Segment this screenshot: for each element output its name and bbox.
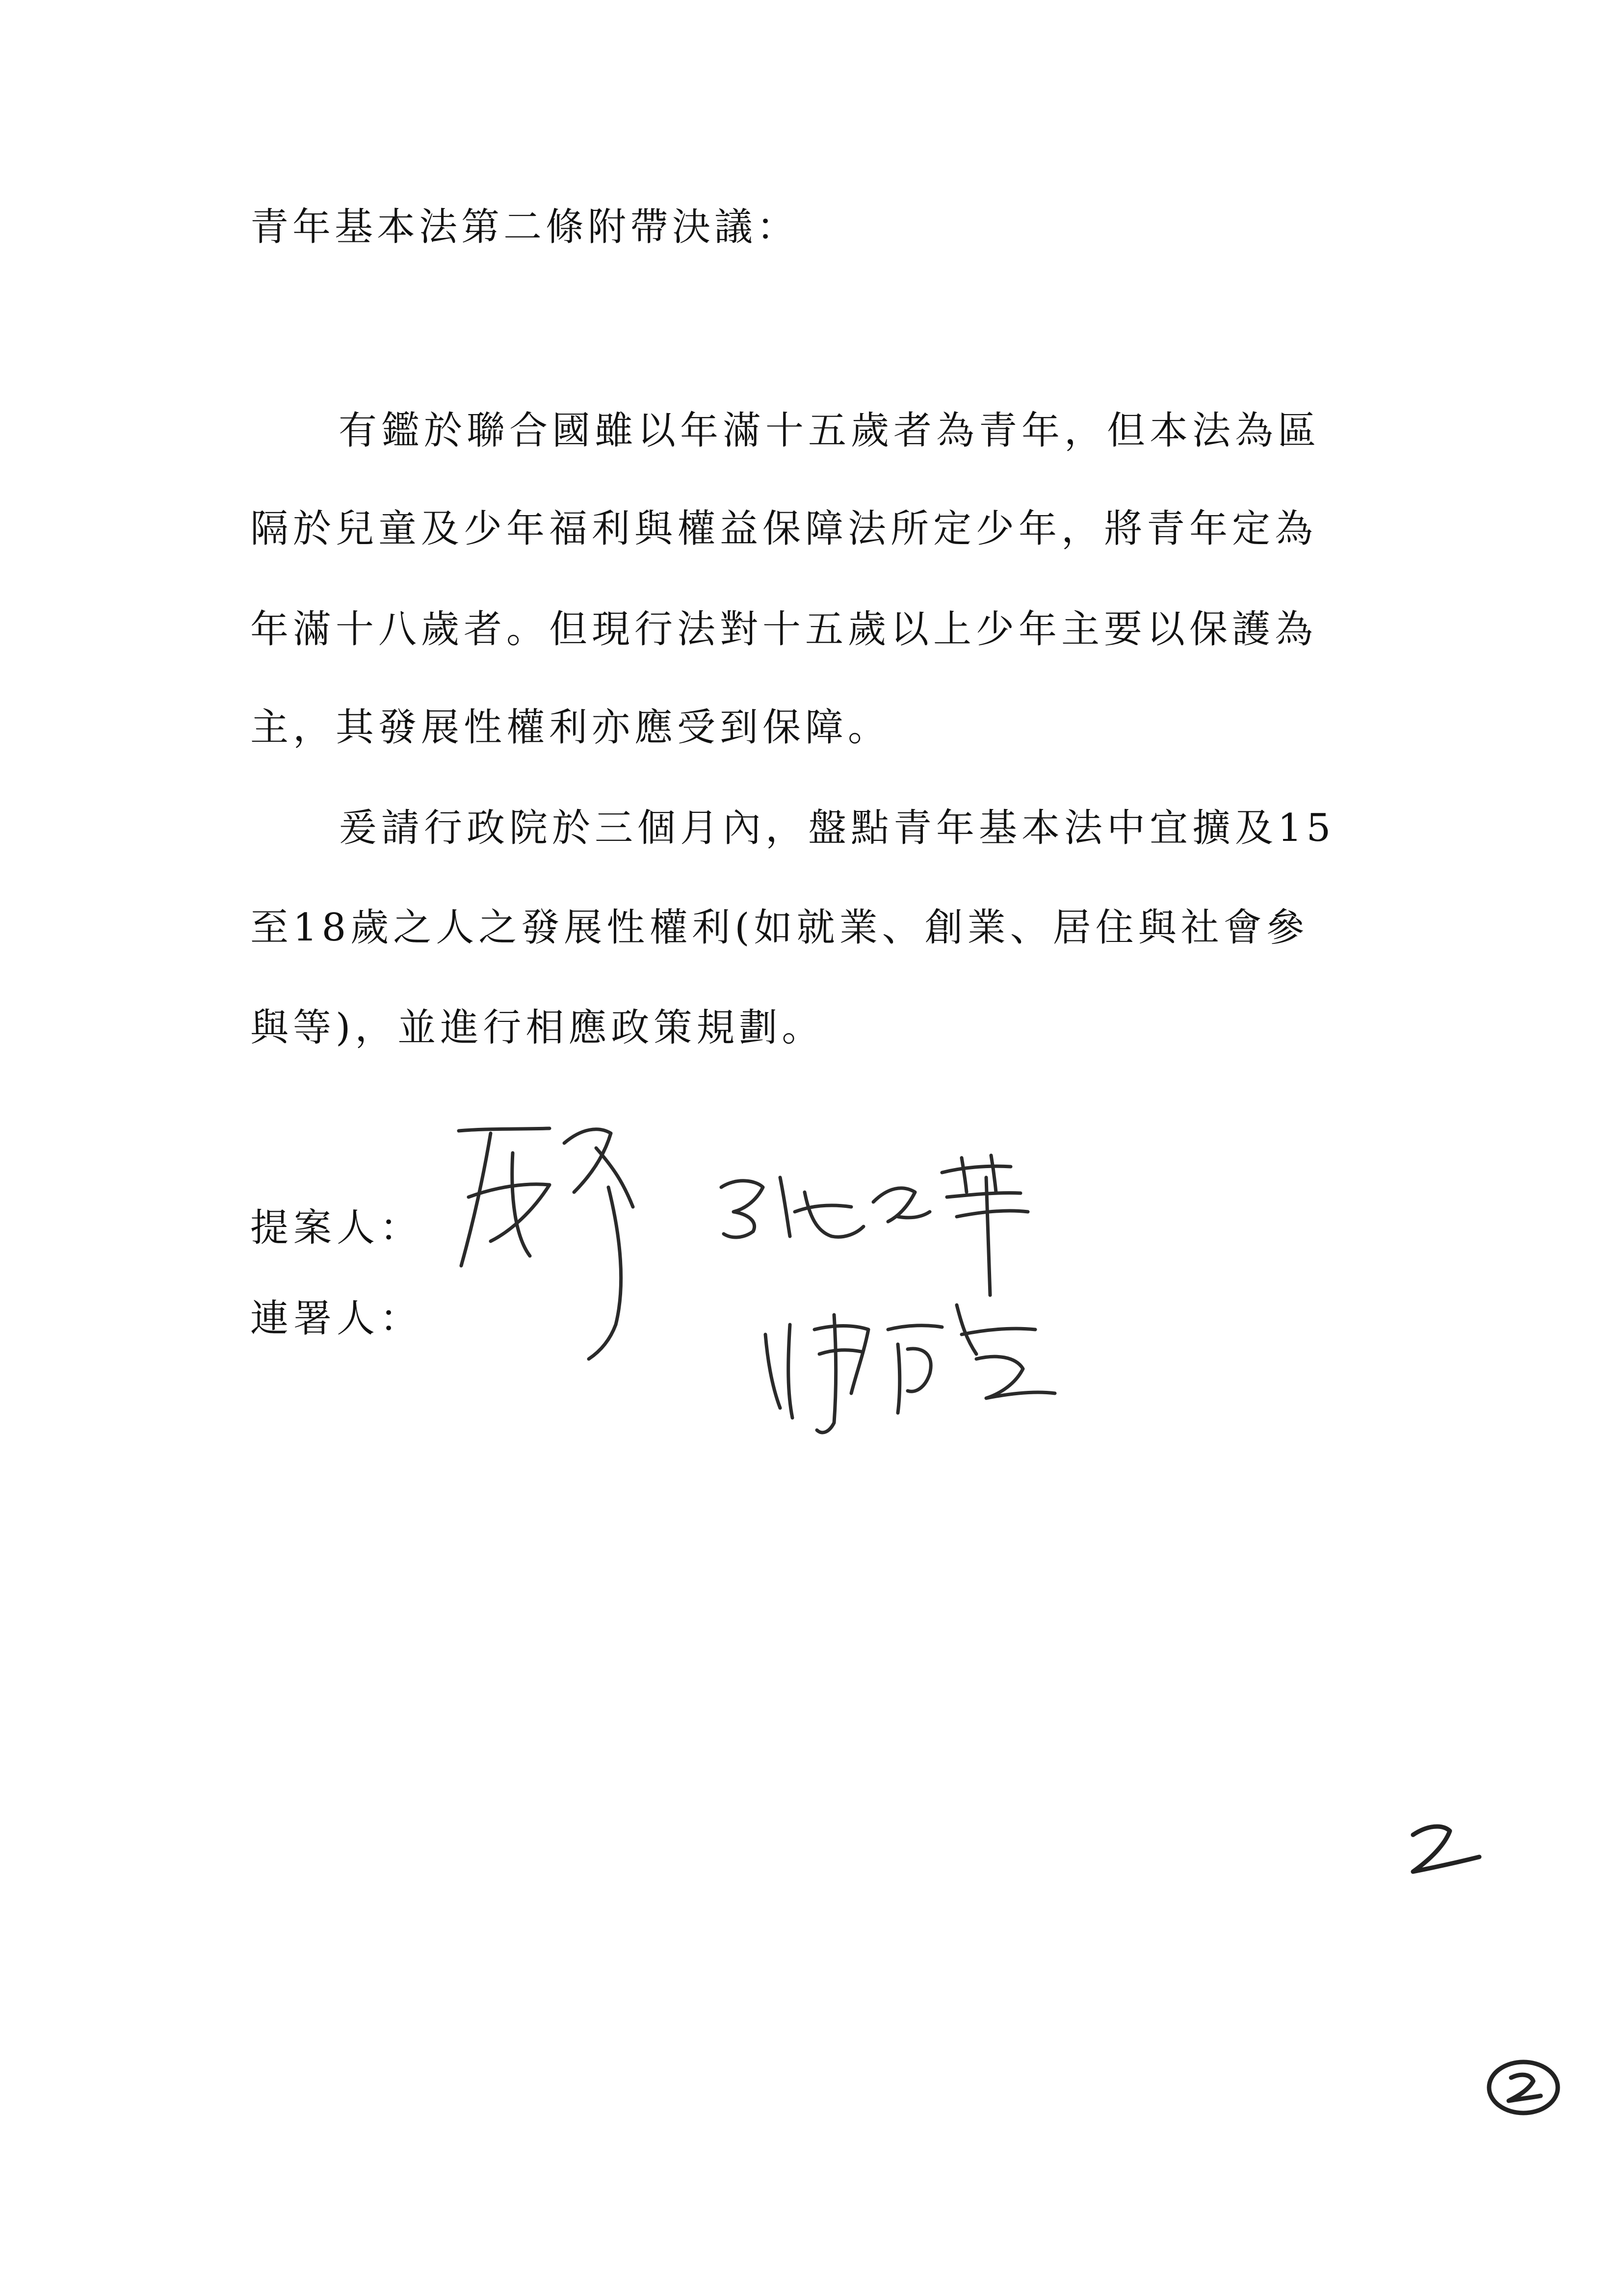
- paragraph-2-line-1: 爰請行政院於三個月內，盤點青年基本法中宜擴及15: [339, 806, 1336, 850]
- paragraph-2-line-3: 與等)，並進行相應政策規劃。: [250, 1006, 825, 1050]
- document-title: 青年基本法第二條附帶決議：: [250, 205, 799, 249]
- signature-proposer: [459, 1128, 633, 1359]
- paragraph-1-line-2: 隔於兒童及少年福利與權益保障法所定少年，將青年定為: [250, 507, 1318, 551]
- cosigner-label: 連署人：: [250, 1297, 423, 1341]
- paragraph-1-line-1: 有鑑於聯合國雖以年滿十五歲者為青年，但本法為區: [339, 409, 1321, 453]
- signature-cosigner: [765, 1305, 1055, 1433]
- proposer-label: 提案人：: [250, 1206, 423, 1250]
- paragraph-2-line-2: 至18歲之人之發展性權利(如就業、創業、居住與社會參: [250, 906, 1309, 950]
- paragraph-1-line-3: 年滿十八歲者。但現行法對十五歲以上少年主要以保護為: [250, 607, 1318, 652]
- signature-2: [721, 1155, 1028, 1295]
- paragraph-1-line-4: 主，其發展性權利亦應受到保障。: [250, 705, 891, 750]
